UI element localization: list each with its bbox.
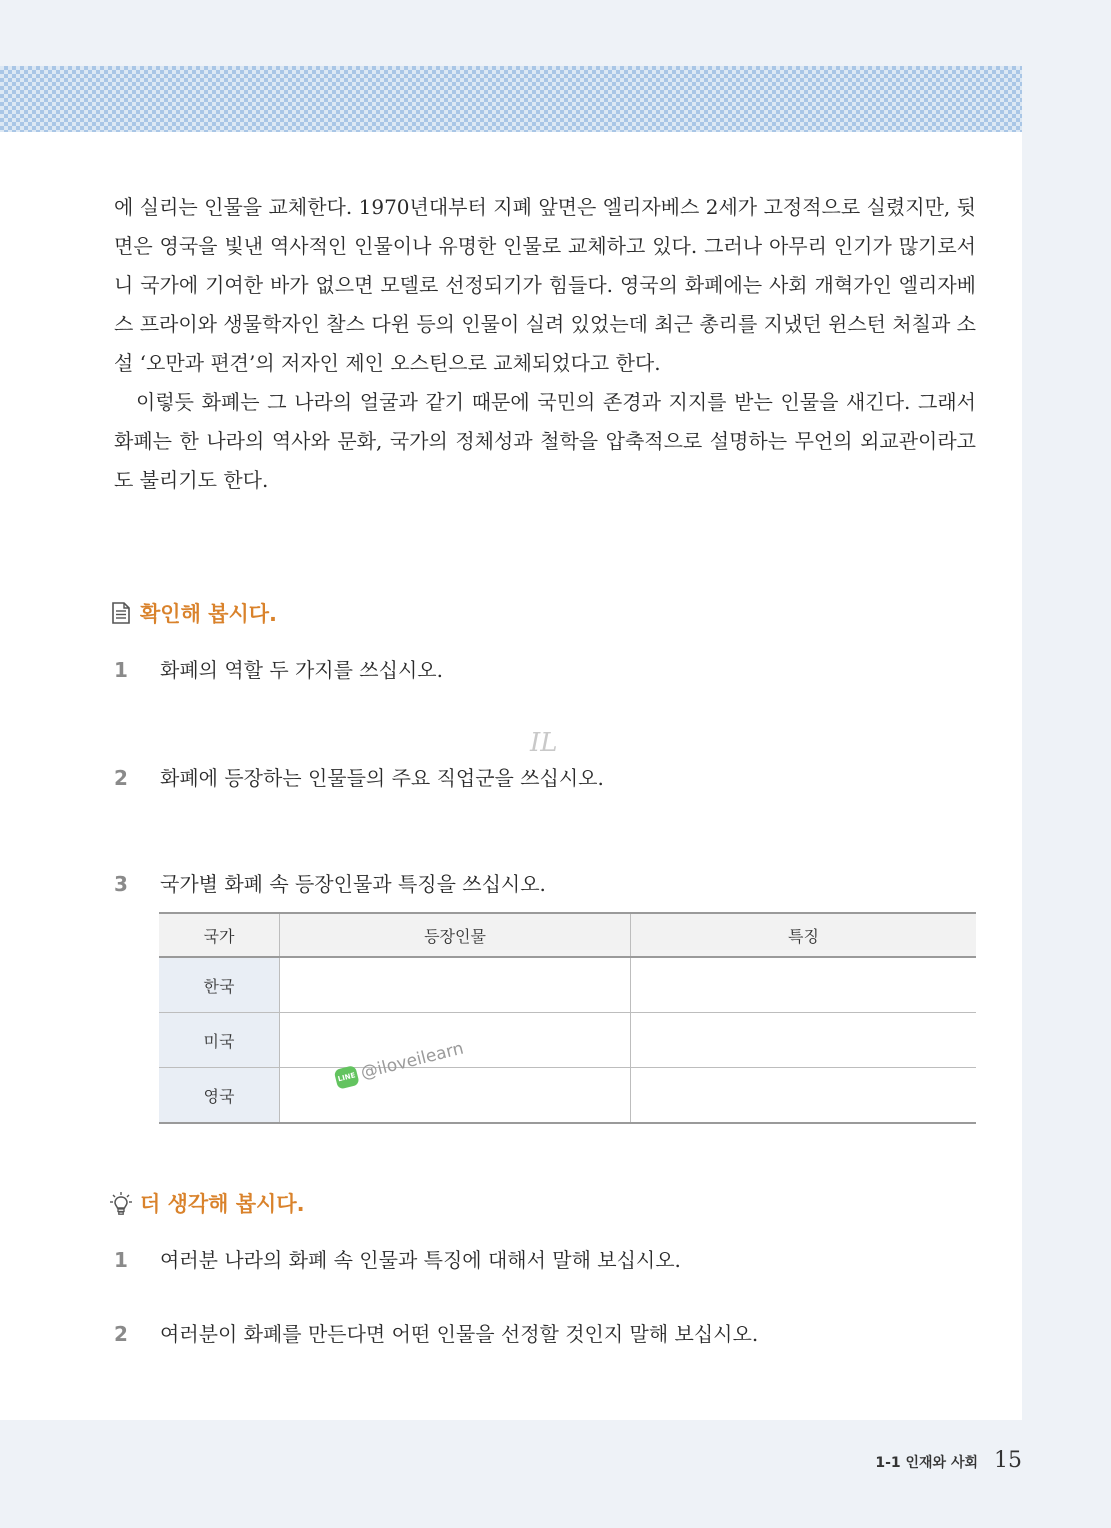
question-text: 국가별 화폐 속 등장인물과 특징을 쓰십시오.	[160, 872, 546, 896]
think-question-2	[114, 1318, 758, 1347]
question-number: 2	[114, 1322, 128, 1346]
question-text: 여러분이 화폐를 만든다면 어떤 인물을 선정할 것인지 말해 보십시오.	[160, 1322, 759, 1346]
person-cell[interactable]	[280, 957, 631, 1013]
feature-cell[interactable]	[631, 957, 977, 1013]
line-badge-text: LINE	[337, 1071, 357, 1084]
question-text: 여러분 나라의 화폐 속 인물과 특징에 대해서 말해 보십시오.	[160, 1248, 681, 1272]
country-table	[159, 912, 976, 1124]
think-section-title: 더 생각해 봅시다.	[140, 1192, 305, 1216]
question-number: 1	[114, 1248, 128, 1272]
page-footer	[875, 1448, 1022, 1473]
check-question-2	[114, 762, 604, 791]
person-cell[interactable]	[280, 1068, 631, 1124]
chapter-label: 1-1 인재와 사회	[875, 1455, 978, 1471]
table-row	[159, 1013, 976, 1068]
check-section-heading	[110, 598, 277, 628]
body-paragraph-1: 에 실리는 인물을 교체한다. 1970년대부터 지폐 앞면은 엘리자베스 2세가 고정적으로 실렸지만, 뒷면은 영국을 빛낸 역사적인 인물이나 유명한 인물로 교체하고 있다. 그러나 아무리 인기가 많기로서니 국가에 기여한 바가 없으면 모델로 선정되기가 힘들다. 영국의 화폐에는 사회 개혁가인 엘리자베스 프라이와 생물학자인 찰스 다윈 등의 인물이 실려 있었는데 최근 총리를 지냈던 윈스턴 처칠과 소설 ‘오만과 편견’의 저자인 제인 오스틴으로 교체되었다고 한다.	[114, 195, 976, 375]
country-cell: 영국	[159, 1068, 280, 1124]
question-number: 2	[114, 766, 128, 790]
question-number: 1	[114, 658, 128, 682]
header-country: 국가	[159, 913, 280, 957]
header-person: 등장인물	[280, 913, 631, 957]
question-number: 3	[114, 872, 128, 896]
think-section-heading	[110, 1188, 305, 1218]
check-question-1	[114, 654, 443, 683]
handle-text: @iloveilearn	[358, 1038, 466, 1084]
feature-cell[interactable]	[631, 1013, 977, 1068]
body-paragraph-2: 이렇듯 화폐는 그 나라의 얼굴과 같기 때문에 국민의 존경과 지지를 받는 인물을 새긴다. 그래서 화폐는 한 나라의 역사와 문화, 국가의 정체성과 철학을 압축적으로 설명하는 무언의 외교관이라고도 불리기도 한다.	[114, 390, 976, 492]
body-text	[114, 188, 976, 500]
question-text: 화폐의 역할 두 가지를 쓰십시오.	[160, 658, 443, 682]
check-section-title: 확인해 봅시다.	[140, 602, 278, 626]
table-header-row	[159, 913, 976, 957]
country-cell: 한국	[159, 957, 280, 1013]
question-text: 화폐에 등장하는 인물들의 주요 직업군을 쓰십시오.	[160, 766, 604, 790]
document-icon	[110, 602, 132, 624]
page-number: 15	[994, 1448, 1022, 1473]
country-cell: 미국	[159, 1013, 280, 1068]
table-row	[159, 957, 976, 1013]
monogram-watermark: IL	[530, 728, 558, 758]
header-pattern-band	[0, 66, 1022, 132]
table-row	[159, 1068, 976, 1124]
header-feature: 특징	[631, 913, 977, 957]
check-question-3	[114, 868, 546, 897]
lightbulb-icon	[110, 1192, 132, 1214]
feature-cell[interactable]	[631, 1068, 977, 1124]
think-question-1	[114, 1244, 681, 1273]
